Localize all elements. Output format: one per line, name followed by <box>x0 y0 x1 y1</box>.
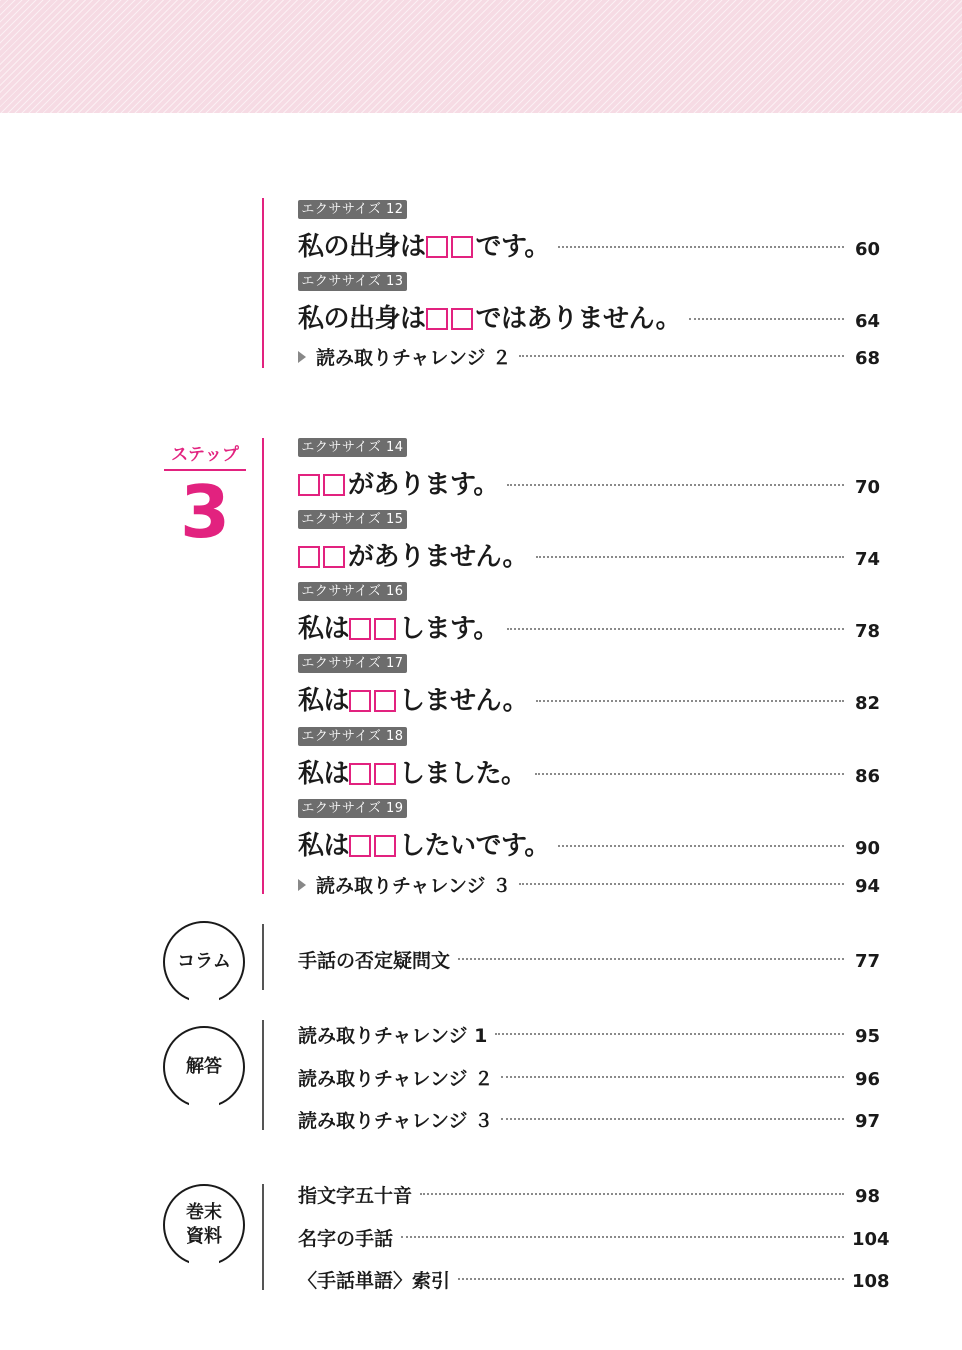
toc-entry-title: 私は します。 <box>298 614 499 644</box>
blank-box-icon <box>323 546 345 568</box>
toc-page-number: 77 <box>854 951 880 972</box>
blank-box-icon <box>349 835 371 857</box>
toc-entry-title: 〈手話単語〉索引 <box>298 1270 451 1292</box>
section-answers-label: 解答 <box>186 1056 222 1077</box>
triangle-bullet-icon <box>298 879 306 891</box>
dot-leader <box>558 845 844 847</box>
blank-box-icon <box>451 308 473 330</box>
dot-leader <box>458 958 844 960</box>
dot-leader <box>558 246 844 248</box>
toc-entry-title: がありません。 <box>298 536 528 573</box>
dot-leader <box>689 318 844 320</box>
toc-page-number: 78 <box>854 621 880 642</box>
toc-page-number: 86 <box>854 766 880 787</box>
toc-page-number: 60 <box>854 239 880 260</box>
toc-entry-title: 手話の否定疑問文 <box>298 950 451 972</box>
exercise-badge: エクササイズ 17 <box>298 654 407 673</box>
section-answers-badge <box>163 1026 245 1108</box>
toc-entry-exercise-16[interactable] <box>298 608 880 645</box>
toc-entry-answer-1[interactable] <box>298 1021 880 1048</box>
toc-entry-title: 私は しました。 <box>298 759 527 789</box>
blank-box-icon <box>349 618 371 640</box>
exercise-badge: エクササイズ 16 <box>298 582 407 601</box>
blank-box-icon <box>374 835 396 857</box>
dot-leader <box>536 556 844 558</box>
step-number: 3 <box>179 470 231 554</box>
toc-page-number: 82 <box>854 693 880 714</box>
blank-box-icon <box>451 236 473 258</box>
toc-entry-answer-3[interactable] <box>298 1106 880 1133</box>
dot-leader <box>507 628 844 630</box>
toc-entry-exercise-17[interactable] <box>298 680 880 717</box>
blank-box-icon <box>426 236 448 258</box>
toc-entry-title: 読み取りチャレンジ ３ <box>298 1110 494 1132</box>
section-appendix-label: 巻末 資料 <box>186 1202 222 1247</box>
toc-entry-appendix-1[interactable] <box>298 1181 880 1208</box>
toc-page-number: 68 <box>854 348 880 369</box>
blank-box-icon <box>349 763 371 785</box>
dot-leader <box>535 773 844 775</box>
toc-entry-title: 私の出身は です。 <box>298 232 550 262</box>
blank-box-icon <box>374 690 396 712</box>
section-divider-answers <box>262 1020 264 1130</box>
dot-leader <box>519 355 844 357</box>
dot-leader <box>519 883 844 885</box>
section-column-badge <box>163 921 245 1003</box>
toc-entry-exercise-15[interactable] <box>298 536 880 573</box>
blank-box-icon <box>349 690 371 712</box>
toc-page-number: 95 <box>854 1026 880 1047</box>
exercise-badge: エクササイズ 12 <box>298 200 407 219</box>
section-divider-step3 <box>262 438 264 894</box>
section-divider-column <box>262 924 264 990</box>
toc-entry-title: 名字の手話 <box>298 1228 394 1250</box>
toc-entry-exercise-12[interactable] <box>298 226 880 263</box>
toc-page-number: 96 <box>854 1069 880 1090</box>
exercise-badge: エクササイズ 15 <box>298 510 407 529</box>
toc-entry-title: 私は しません。 <box>298 686 529 716</box>
toc-entry-title: 読み取りチャレンジ ２ <box>298 1068 494 1090</box>
dot-leader <box>507 484 844 486</box>
toc-entry-answer-2[interactable] <box>298 1064 880 1091</box>
dot-leader <box>501 1118 844 1120</box>
toc-entry-title: 読み取りチャレンジ 1 <box>298 1025 488 1047</box>
toc-entry-title: があります。 <box>298 464 499 501</box>
toc-entry-title: 指文字五十音 <box>298 1185 413 1207</box>
section-column-label: コラム <box>177 951 231 972</box>
blank-box-icon <box>374 618 396 640</box>
toc-entry-title: 読み取りチャレンジ ３ <box>298 871 511 898</box>
toc-page-number: 97 <box>854 1111 880 1132</box>
toc-entry-challenge-2[interactable] <box>298 343 880 370</box>
exercise-badge: エクササイズ 14 <box>298 438 407 457</box>
blank-box-icon <box>298 474 320 496</box>
toc-entry-challenge-3[interactable] <box>298 871 880 898</box>
toc-entry-exercise-14[interactable] <box>298 464 880 501</box>
dot-leader <box>501 1076 844 1078</box>
dot-leader <box>458 1278 844 1280</box>
blank-box-icon <box>298 546 320 568</box>
toc-entry-exercise-13[interactable] <box>298 298 880 335</box>
dot-leader <box>401 1236 844 1238</box>
toc-page-number: 64 <box>854 311 880 332</box>
step-label: ステップ <box>164 440 246 471</box>
blank-box-icon <box>323 474 345 496</box>
exercise-badge: エクササイズ 18 <box>298 727 407 746</box>
toc-entry-title: 私は したいです。 <box>298 831 550 861</box>
blank-box-icon <box>374 763 396 785</box>
exercise-badge: エクササイズ 13 <box>298 272 407 291</box>
toc-entry-appendix-3[interactable] <box>298 1266 890 1293</box>
toc-entry-exercise-18[interactable] <box>298 753 880 790</box>
toc-entry-title: 読み取りチャレンジ ２ <box>298 343 511 370</box>
toc-entry-column[interactable] <box>298 946 880 973</box>
toc-page-number: 94 <box>854 876 880 897</box>
section-divider-appendix <box>262 1184 264 1290</box>
toc-entry-exercise-19[interactable] <box>298 825 880 862</box>
toc-page-number: 74 <box>854 549 880 570</box>
toc-entry-title: 私の出身は ではありません。 <box>298 304 682 334</box>
toc-entry-appendix-2[interactable] <box>298 1224 890 1251</box>
triangle-bullet-icon <box>298 351 306 363</box>
toc-page-number: 108 <box>852 1271 890 1292</box>
toc-page-number: 104 <box>852 1229 890 1250</box>
dot-leader <box>420 1193 844 1195</box>
section-divider-top <box>262 198 264 368</box>
toc-page-number: 98 <box>854 1186 880 1207</box>
blank-box-icon <box>426 308 448 330</box>
toc-page-number: 90 <box>854 838 880 859</box>
section-appendix-badge <box>163 1184 245 1266</box>
toc-page-number: 70 <box>854 477 880 498</box>
dot-leader <box>495 1033 844 1035</box>
header-pattern-band <box>0 0 962 113</box>
dot-leader <box>536 700 844 702</box>
exercise-badge: エクササイズ 19 <box>298 799 407 818</box>
